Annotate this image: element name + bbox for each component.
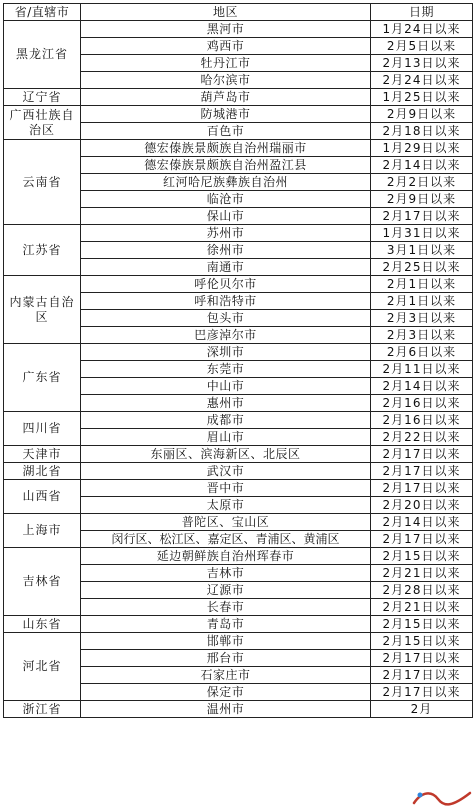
table-row [4,276,473,293]
province-cell: 天津市 [4,446,81,463]
area-cell: 温州市 [81,701,371,718]
province-cell: 四川省 [4,412,81,446]
date-cell: 2月5日以来 [371,38,473,55]
area-cell: 深圳市 [81,344,371,361]
date-cell: 3月1日以来 [371,242,473,259]
area-cell: 邢台市 [81,650,371,667]
area-cell: 惠州市 [81,395,371,412]
date-cell: 2月9日以来 [371,106,473,123]
province-cell: 上海市 [4,514,81,548]
table-row [4,89,473,106]
area-cell: 徐州市 [81,242,371,259]
table-row [4,106,473,123]
date-cell: 2月 [371,701,473,718]
area-cell: 德宏傣族景颇族自治州瑞丽市 [81,140,371,157]
date-cell: 2月17日以来 [371,446,473,463]
area-cell: 辽源市 [81,582,371,599]
area-cell: 黑河市 [81,21,371,38]
area-cell: 保山市 [81,208,371,225]
date-cell: 2月14日以来 [371,157,473,174]
area-cell: 长春市 [81,599,371,616]
province-cell: 云南省 [4,140,81,225]
date-cell: 2月1日以来 [371,293,473,310]
table-row [4,21,473,38]
area-cell: 闵行区、松江区、嘉定区、青浦区、黄浦区 [81,531,371,548]
date-cell: 2月3日以来 [371,310,473,327]
province-cell: 广东省 [4,344,81,412]
province-cell: 吉林省 [4,548,81,616]
date-cell: 2月24日以来 [371,72,473,89]
date-cell: 2月22日以来 [371,429,473,446]
area-cell: 成都市 [81,412,371,429]
date-cell: 2月16日以来 [371,412,473,429]
table-row [4,701,473,718]
date-cell: 2月2日以来 [371,174,473,191]
province-cell: 山东省 [4,616,81,633]
date-cell: 2月17日以来 [371,208,473,225]
watermark-dot-icon [418,793,423,798]
table-row [4,548,473,565]
date-cell: 2月3日以来 [371,327,473,344]
date-cell: 2月1日以来 [371,276,473,293]
province-cell: 广西壮族自治区 [4,106,81,140]
date-cell: 1月29日以来 [371,140,473,157]
area-cell: 临沧市 [81,191,371,208]
date-cell: 2月17日以来 [371,463,473,480]
province-cell: 江苏省 [4,225,81,276]
date-cell: 1月31日以来 [371,225,473,242]
area-cell: 武汉市 [81,463,371,480]
area-cell: 邯郸市 [81,633,371,650]
area-cell: 防城港市 [81,106,371,123]
area-cell: 太原市 [81,497,371,514]
table-row [4,446,473,463]
province-cell: 湖北省 [4,463,81,480]
date-cell: 2月17日以来 [371,667,473,684]
header-row [4,4,473,21]
area-cell: 苏州市 [81,225,371,242]
date-cell: 1月24日以来 [371,21,473,38]
province-cell: 浙江省 [4,701,81,718]
header-province: 省/直辖市 [4,4,81,21]
table-row [4,616,473,633]
area-cell: 百色市 [81,123,371,140]
table-body [4,21,473,718]
area-cell: 南通市 [81,259,371,276]
area-cell: 红河哈尼族彝族自治州 [81,174,371,191]
date-cell: 2月17日以来 [371,650,473,667]
area-cell: 葫芦岛市 [81,89,371,106]
date-cell: 2月17日以来 [371,684,473,701]
date-cell: 2月20日以来 [371,497,473,514]
date-cell: 2月14日以来 [371,514,473,531]
region-date-table [3,3,473,718]
area-cell: 保定市 [81,684,371,701]
date-cell: 2月21日以来 [371,565,473,582]
area-cell: 吉林市 [81,565,371,582]
date-cell: 2月25日以来 [371,259,473,276]
province-cell: 黑龙江省 [4,21,81,89]
table-row [4,344,473,361]
area-cell: 哈尔滨市 [81,72,371,89]
date-cell: 2月15日以来 [371,548,473,565]
area-cell: 石家庄市 [81,667,371,684]
date-cell: 2月17日以来 [371,480,473,497]
date-cell: 2月16日以来 [371,395,473,412]
date-cell: 1月25日以来 [371,89,473,106]
province-cell: 辽宁省 [4,89,81,106]
area-cell: 青岛市 [81,616,371,633]
date-cell: 2月15日以来 [371,633,473,650]
area-cell: 呼和浩特市 [81,293,371,310]
table-row [4,633,473,650]
area-cell: 中山市 [81,378,371,395]
area-cell: 包头市 [81,310,371,327]
date-cell: 2月14日以来 [371,378,473,395]
watermark-logo [412,787,472,809]
date-cell: 2月13日以来 [371,55,473,72]
date-cell: 2月17日以来 [371,531,473,548]
area-cell: 延边朝鲜族自治州珲春市 [81,548,371,565]
table-row [4,412,473,429]
area-cell: 德宏傣族景颇族自治州盈江县 [81,157,371,174]
area-cell: 牡丹江市 [81,55,371,72]
date-cell: 2月28日以来 [371,582,473,599]
header-area: 地区 [81,4,371,21]
table-row [4,140,473,157]
province-cell: 河北省 [4,633,81,701]
table-row [4,463,473,480]
date-cell: 2月11日以来 [371,361,473,378]
header-date: 日期 [371,4,473,21]
area-cell: 巴彦淖尔市 [81,327,371,344]
date-cell: 2月9日以来 [371,191,473,208]
area-cell: 东莞市 [81,361,371,378]
area-cell: 鸡西市 [81,38,371,55]
area-cell: 东丽区、滨海新区、北辰区 [81,446,371,463]
area-cell: 普陀区、宝山区 [81,514,371,531]
province-cell: 山西省 [4,480,81,514]
table-row [4,225,473,242]
province-cell: 内蒙古自治区 [4,276,81,344]
date-cell: 2月21日以来 [371,599,473,616]
table-row [4,514,473,531]
table-row [4,480,473,497]
area-cell: 呼伦贝尔市 [81,276,371,293]
date-cell: 2月18日以来 [371,123,473,140]
date-cell: 2月15日以来 [371,616,473,633]
area-cell: 眉山市 [81,429,371,446]
area-cell: 晋中市 [81,480,371,497]
date-cell: 2月6日以来 [371,344,473,361]
